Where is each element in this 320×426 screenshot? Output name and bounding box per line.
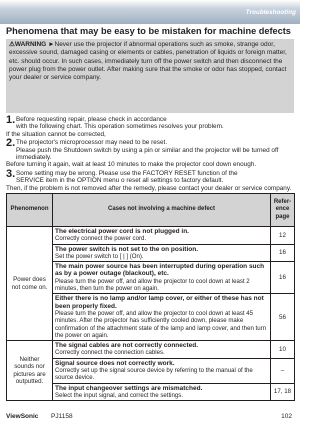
cause-cell: [53, 358, 271, 383]
step-text: SERVICE item in the OPTION menu o reset all settings to factory default.: [16, 177, 224, 185]
cause-title: The main power source has been interrupted during operation such as by a power outage (blackout), etc.: [55, 263, 265, 278]
step-extra: Before turning it again, wait at least 10 minutes to make the projector cool down enough.: [6, 161, 257, 169]
page-number: 102: [281, 413, 292, 420]
cause-cell: [53, 341, 271, 359]
ref-cell: 10: [271, 341, 295, 359]
step-number: 2.: [6, 137, 16, 150]
header-ref: Refer-ence page: [271, 194, 295, 227]
step-text: Please push the Shutdown switch by using a pin or similar and the projector will be turned off immediately.: [16, 146, 279, 162]
steps: [6, 116, 296, 192]
step-1: [6, 116, 296, 138]
step-text: The projector's microprocessor may need to be reset.: [16, 139, 168, 147]
ref-cell: 16: [271, 262, 295, 294]
cause-title: Signal source does not correctly work.: [55, 359, 175, 367]
cause-desc: Set the power switch to [ | ] (On).: [55, 252, 144, 260]
model-number: PJ1158: [51, 413, 73, 420]
warning-icon: ⚠: [9, 41, 15, 48]
cause-desc: Correctly set up the signal source device by referring to the manual of the source device.: [55, 367, 253, 382]
step-extra: If the situation cannot be corrected,: [6, 130, 106, 138]
phenomenon-cell: Neither sounds nor pictures are outputted.: [7, 341, 53, 401]
cause-cell: [53, 262, 271, 294]
ref-cell: 17, 18: [271, 383, 295, 401]
header-cases: Cases not involving a machine defect: [53, 194, 271, 227]
section-title: Troubleshooting: [245, 9, 296, 16]
table-row: [7, 227, 295, 245]
brand-name: ViewSonic: [6, 413, 39, 420]
warning-text: Never use the projector if abnormal operations such as smoke, strange odor, excessive sound, damaged casing or elements or cables, penetration of liquids or foreign matter, etc. should occur. In such cases, immediately turn off the power switch and then disconnect the power plug from the power outlet. After making sure that the smoke or odor has stopped, contact your dealer or service company.: [9, 41, 287, 82]
cause-title: The power switch is not set to the on position.: [55, 245, 199, 253]
arrow-icon: ►: [48, 41, 55, 48]
step-number: 3.: [6, 167, 16, 180]
ref-cell: 16: [271, 244, 295, 262]
ref-cell: –: [271, 358, 295, 383]
step-3: [6, 167, 296, 192]
cause-title: The input changeover settings are mismatched.: [55, 384, 203, 392]
ref-cell: 12: [271, 227, 295, 245]
step-text: Some setting may be wrong. Please use the FACTORY RESET function of the: [16, 169, 238, 177]
cause-desc: Please turn the power off, and allow the projector to cool down at least 2 minutes, then turn the power on again.: [55, 277, 250, 293]
cause-title: Either there is no lamp and/or lamp cover, or either of these has not been properly fixed.: [55, 295, 264, 310]
cause-title: The signal cables are not correctly connected.: [55, 342, 199, 350]
troubleshooting-table: [6, 193, 295, 401]
cause-cell: [53, 383, 271, 401]
step-number: 1.: [6, 114, 16, 126]
phenomenon-cell: Power does not come on.: [7, 227, 53, 341]
ref-cell: 56: [271, 294, 295, 341]
cause-cell: [53, 244, 271, 262]
cause-desc: Select the input signal, and correct the settings.: [55, 391, 184, 399]
step-extra: Then, if the problem is not removed after the remedy, please contact your dealer or service company.: [6, 184, 292, 192]
footer: [6, 413, 294, 423]
warning-label: WARNING: [14, 41, 47, 48]
step-2: [6, 139, 296, 169]
header-phenomenon: Phenomenon: [7, 194, 53, 227]
cause-desc: Please turn the power off, and allow the projector to cool down at least 45 minutes. After the projector has sufficiently cooled down, please make confirmation of the attachment state of the lamp and lamp cover, and then turn the power on again.: [55, 309, 267, 339]
step-text: Before requesting repair, please check in accordance: [16, 116, 167, 123]
cause-cell: [53, 227, 271, 245]
cause-desc: Correctly connect the power cord.: [55, 235, 147, 243]
header-bar: [0, 0, 300, 24]
table-row: [7, 341, 295, 359]
cause-desc: Correctly connect the connection cables.: [55, 349, 165, 357]
step-text: with the following chart. This operation sometimes resolves your problem.: [16, 123, 224, 131]
page-title: Phenomena that may be easy to be mistaken for machine defects: [6, 26, 291, 36]
table-header-row: [7, 194, 295, 227]
warning-box: [6, 39, 294, 113]
cause-title: The electrical power cord is not plugged in.: [55, 228, 189, 235]
cause-cell: [53, 294, 271, 341]
